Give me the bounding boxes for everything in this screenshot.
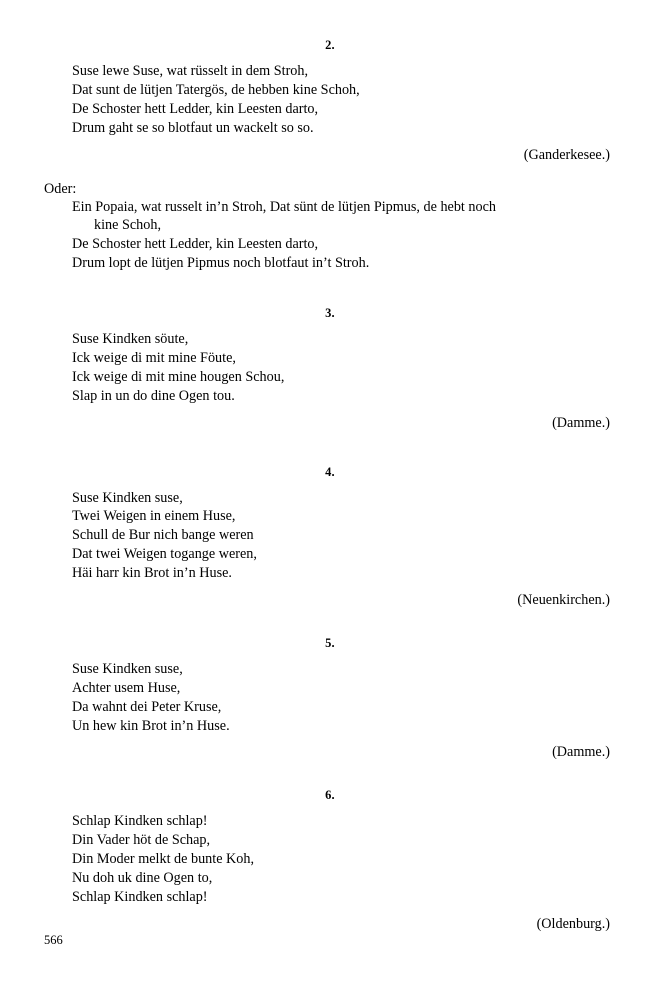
song-number: 3. xyxy=(325,306,335,320)
song-block-oder xyxy=(44,181,616,274)
page-number: 566 xyxy=(44,933,63,947)
verse-lines xyxy=(44,330,616,406)
verse-line: Häi harr kin Brot in’n Huse. xyxy=(72,565,232,581)
verse-line: Schlap Kindken schlap! xyxy=(72,888,208,905)
spacer xyxy=(44,480,616,489)
verse-line: Ein Popaia, wat russelt in’n Stroh, Dat sünt de lütjen Pipmus, de hebt noch xyxy=(72,198,496,215)
verse-line: Suse Kindken suse, xyxy=(72,660,183,677)
song-place: (Neuenkirchen.) xyxy=(517,591,610,608)
verse-line: Schlap Kindken schlap! xyxy=(72,813,208,830)
verse-lines xyxy=(44,489,616,583)
verse-line: Slap in un do dine Ogen tou. xyxy=(72,387,235,404)
song-number: 5. xyxy=(325,635,335,650)
verse-line: Din Vader höt de Schap, xyxy=(72,832,211,849)
verse-line: Suse Kindken suse, xyxy=(72,489,183,506)
verse-line: Ick weige di mit mine hougen Schou, xyxy=(72,368,285,385)
verse-line: kine Schoh, xyxy=(94,217,161,234)
spacer xyxy=(44,609,616,636)
song-block-3 xyxy=(44,306,616,432)
song-number: 4. xyxy=(325,464,335,479)
verse-line: Da wahnt dei Peter Kruse, xyxy=(72,698,222,715)
verse-line: De Schoster hett Ledder, kin Leesten darto, xyxy=(72,236,319,253)
song-number: 6. xyxy=(325,788,335,803)
song-number: 2. xyxy=(325,38,335,52)
spacer xyxy=(44,907,616,916)
spacer xyxy=(44,651,616,660)
song-place: (Damme.) xyxy=(552,414,610,431)
spacer xyxy=(44,164,616,181)
verse-lines xyxy=(44,812,616,906)
verse-line: Un hew kin Brot in’n Huse. xyxy=(72,717,230,734)
verse-line: Dat twei Weigen togange weren, xyxy=(72,546,257,563)
spacer xyxy=(44,761,616,788)
spacer xyxy=(44,138,616,147)
song-block-6 xyxy=(44,788,616,932)
spacer xyxy=(44,803,616,812)
verse-line: De Schoster hett Ledder, kin Leesten darto, xyxy=(72,100,319,117)
spacer xyxy=(44,406,616,415)
verse-line: Achter usem Huse, xyxy=(72,679,181,696)
verse-line: Twei Weigen in einem Huse, xyxy=(72,508,236,525)
verse-lines xyxy=(44,198,616,274)
verse-lines xyxy=(44,62,616,138)
verse-line: Dat sunt de lütjen Tatergös, de hebben kine Schoh, xyxy=(72,81,360,98)
song-place: (Oldenburg.) xyxy=(536,915,610,932)
oder-label: Oder: xyxy=(44,180,77,197)
verse-line: Drum gaht se so blotfaut un wackelt so so. xyxy=(72,119,314,136)
song-place: (Damme.) xyxy=(552,744,610,761)
verse-line: Din Moder melkt de bunte Koh, xyxy=(72,851,255,868)
spacer xyxy=(44,432,616,465)
spacer xyxy=(44,53,616,62)
spacer xyxy=(44,583,616,592)
verse-line: Suse Kindken söute, xyxy=(72,331,189,347)
spacer xyxy=(44,735,616,744)
song-block-5 xyxy=(44,636,616,762)
verse-lines xyxy=(44,660,616,736)
song-place: (Ganderkesee.) xyxy=(523,146,610,163)
verse-line: Suse lewe Suse, wat rüsselt in dem Stroh, xyxy=(72,63,309,79)
song-block-2 xyxy=(44,38,616,164)
verse-line: Ick weige di mit mine Föute, xyxy=(72,349,236,366)
spacer xyxy=(44,273,616,306)
verse-line: Drum lopt de lütjen Pipmus noch blotfaut in’t Stroh. xyxy=(72,255,370,272)
verse-line: Schull de Bur nich bange weren xyxy=(72,527,254,544)
spacer xyxy=(44,321,616,330)
verse-line: Nu doh uk dine Ogen to, xyxy=(72,870,213,886)
song-block-4 xyxy=(44,465,616,609)
